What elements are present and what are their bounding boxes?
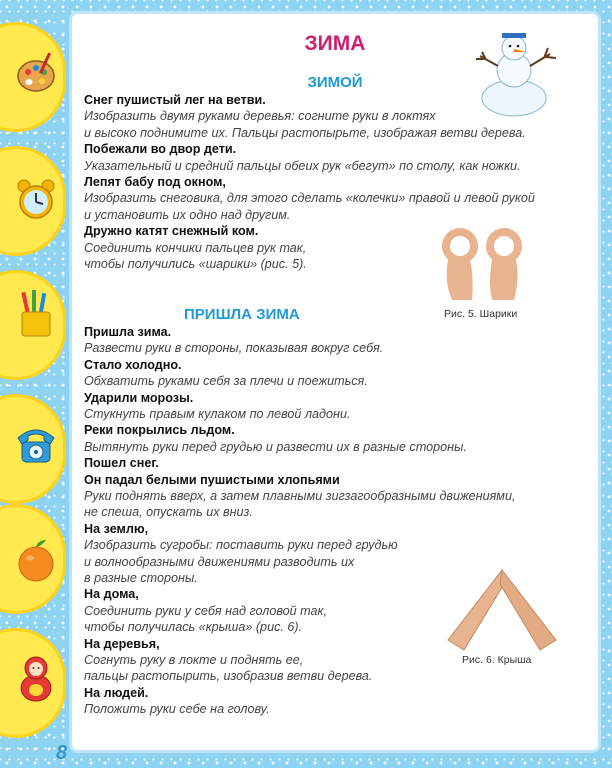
instruction-line: Соединить кончики пальцев рук так, [84,240,307,255]
verse-line: Реки покрылись льдом. [84,423,235,438]
figure5-caption: Рис. 5. Шарики [444,308,518,320]
instruction-line: чтобы получились «шарики» (рис. 5). [84,257,307,271]
palette-icon [14,50,58,98]
sidebar [0,0,72,768]
instruction-line: Положить руки себе на голову. [84,702,270,717]
section-heading-zimoy: ЗИМОЙ [307,74,363,91]
telephone-icon [14,418,58,466]
verse-line: Пошел снег. [84,456,159,471]
content-panel [72,14,598,750]
instruction-line: Изобразить сугробы: поставить руки перед грудью [84,538,398,553]
verse-line: На людей. [84,685,149,700]
instruction-line: Соединить руки у себя над головой так, [84,603,327,618]
verse-line: Ударили морозы. [84,390,194,405]
section-heading-prishla-zima: ПРИШЛА ЗИМА [184,306,300,323]
verse-line: На дома, [84,587,139,602]
verse-line: На деревья, [84,636,160,651]
pencil-cup-icon [14,290,58,338]
verse-line: Снег пушистый лег на ветви. [84,93,266,107]
instruction-line: Изобразить двумя руками деревья: согните руки в локтях [84,109,436,124]
instruction-line: не спеша, опускать их вниз. [84,505,253,520]
instruction-line: Изобразить снеговика, для этого сделать «колечки» правой и левой рукой [84,191,535,206]
instruction-line: пальцы растопырить, изобразив ветви дерева. [84,669,373,684]
instruction-line: Согнуть руку в локте и поднять ее, [84,653,304,667]
page-title: ЗИМА [304,32,366,55]
instruction-line: Вытянуть руки перед грудью и развести их в разные стороны. [84,439,467,454]
orange-icon [14,536,58,584]
instruction-line: и волнообразными движениями разводить их [84,554,355,569]
instruction-line: в разные стороны. [84,571,198,585]
alarm-clock-icon [14,176,58,224]
verse-line: Он падал белыми пушистыми хлопьями [84,472,340,487]
figure6-caption: Рис. 6. Крыша [462,654,532,666]
verse-line: Стало холодно. [84,357,182,372]
figure5-hands-balls-photo [430,212,534,302]
instruction-line: и высоко поднимите их. Пальцы растопырьте, изображая ветви дерева. [84,125,526,140]
page-number: 8 [56,742,68,764]
instruction-line: Развести руки в стороны, показывая вокруг себя. [84,341,384,356]
figure6-hands-roof-photo [438,564,568,656]
instruction-line: Указательный и средний пальцы обеих рук «бегут» по столу, как ножки. [84,158,521,173]
instruction-line: Обхватить руками себя за плечи и поежиться. [84,374,368,389]
instruction-line: Стукнуть правым кулаком по левой ладони. [84,407,351,421]
verse-line: Побежали во двор дети. [84,142,237,157]
matryoshka-icon [14,654,58,702]
verse-line: Лепят бабу под окном, [84,175,226,189]
verse-line: На землю, [84,521,149,536]
snowman-illustration [458,28,570,118]
instruction-line: Руки поднять вверх, а затем плавными зигзагообразными движениями, [84,489,516,503]
verse-line: Пришла зима. [84,325,172,339]
instruction-line: и установить их одно над другим. [84,207,291,222]
verse-line: Дружно катят снежный ком. [84,224,259,239]
instruction-line: чтобы получилась «крыша» (рис. 6). [84,620,303,635]
